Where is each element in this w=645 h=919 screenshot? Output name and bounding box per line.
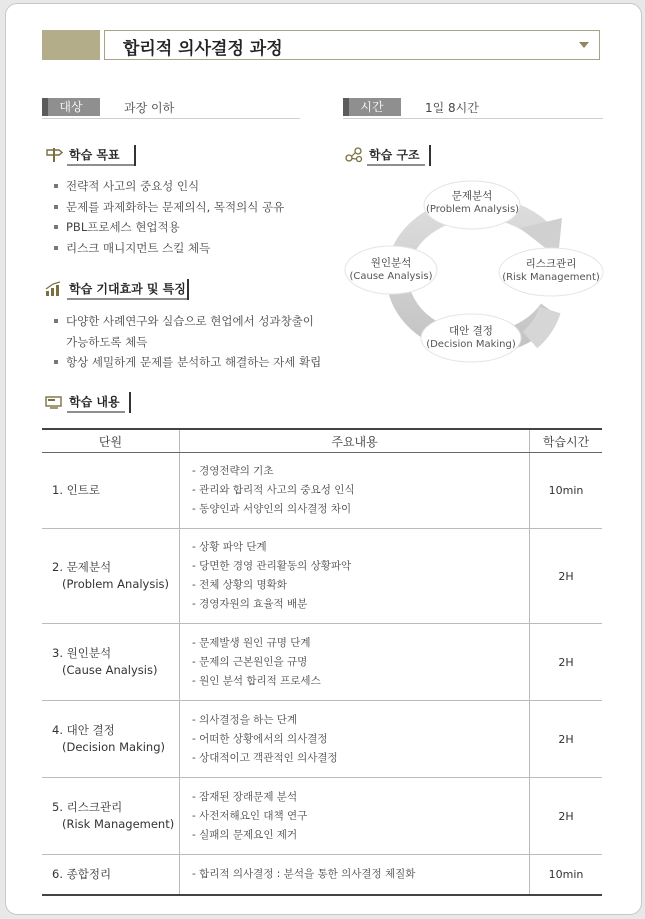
section-goals-header — [45, 145, 140, 167]
section-contents-header — [45, 392, 135, 414]
section-effects-title: 학습 기대효과 및 특징 — [69, 282, 186, 296]
title-bar — [42, 30, 600, 60]
row-unit-subtitle: (Decision Making) — [62, 740, 166, 754]
meta-target — [42, 98, 300, 120]
node-cause-analysis-ko: 원인분석 — [370, 257, 412, 269]
row-content-item: - 문제의 근본원인을 규명 — [192, 655, 308, 668]
row-content-item: - 사전저해요인 대책 연구 — [192, 809, 308, 822]
column-header-content: 주요내용 — [180, 429, 530, 453]
table-row — [42, 624, 602, 701]
contents-table — [42, 428, 602, 896]
table-row — [42, 453, 602, 529]
node-cause-analysis-en: (Cause Analysis) — [349, 271, 433, 282]
row-content — [180, 778, 530, 855]
meta-time — [343, 98, 603, 120]
divider — [67, 411, 125, 413]
divider — [129, 392, 131, 413]
meta-target-value: 과장 이하 — [124, 101, 175, 115]
row-time: 2H — [530, 624, 603, 701]
row-unit — [42, 778, 180, 855]
list-item: 항상 세밀하게 문제를 분석하고 해결하는 자세 확립 — [50, 352, 335, 373]
node-risk-management-en: (Risk Management) — [502, 272, 600, 283]
column-header-time: 학습시간 — [530, 429, 603, 453]
row-content — [180, 701, 530, 778]
row-content-item: - 실패의 문제요인 제거 — [192, 828, 298, 841]
table-header-row — [42, 429, 602, 453]
row-time: 10min — [530, 453, 603, 529]
row-content-item: - 전체 상황의 명확화 — [192, 579, 287, 591]
row-content — [180, 529, 530, 624]
row-content — [180, 453, 530, 529]
list-item: PBL프로세스 현업적용 — [50, 217, 330, 238]
node-decision-making — [423, 324, 519, 352]
row-unit-title: 6. 종합정리 — [52, 866, 112, 881]
row-content-item: - 상대적이고 객관적인 의사결정 — [192, 751, 338, 764]
row-content-item: - 의사결정을 하는 단계 — [192, 713, 298, 726]
row-unit-title: 2. 문제분석 — [52, 560, 112, 574]
row-unit — [42, 624, 180, 701]
list-item-continued-text: 가능하도록 체득 — [66, 334, 148, 349]
row-unit — [42, 855, 180, 895]
table-row — [42, 778, 602, 855]
learning-structure-diagram — [340, 170, 605, 375]
meta-time-label: 시간 — [343, 98, 401, 116]
node-decision-making-ko: 대안 결정 — [449, 325, 493, 337]
divider — [67, 298, 187, 300]
row-content-item: - 관리와 합리적 사고의 중요성 인식 — [192, 484, 355, 496]
title-box — [104, 30, 600, 60]
meta-time-value: 1일 8시간 — [425, 101, 479, 115]
row-content-item: - 문제발생 원인 규명 단계 — [192, 636, 311, 649]
row-content — [180, 624, 530, 701]
divider — [187, 279, 189, 300]
row-content-item: - 어떠한 상황에서의 의사결정 — [192, 732, 328, 745]
list-item: 리스크 매니지먼트 스킬 체득 — [50, 238, 330, 259]
row-unit — [42, 529, 180, 624]
table-row — [42, 701, 602, 778]
row-unit — [42, 701, 180, 778]
node-risk-management — [500, 257, 602, 285]
section-contents-title: 학습 내용 — [69, 395, 120, 409]
row-time: 2H — [530, 529, 603, 624]
signpost-icon — [45, 147, 63, 163]
divider — [343, 118, 603, 119]
chevron-down-icon[interactable] — [579, 42, 589, 48]
divider — [134, 145, 136, 166]
goals-list — [50, 176, 330, 258]
row-content-item: - 경영자원의 효율적 배분 — [192, 598, 308, 610]
node-problem-analysis-ko: 문제분석 — [451, 190, 493, 202]
row-unit-subtitle: (Problem Analysis) — [62, 577, 170, 591]
row-content-item: - 동양인과 서양인의 의사결정 차이 — [192, 503, 352, 515]
row-unit — [42, 453, 180, 529]
column-header-unit: 단원 — [42, 429, 180, 453]
row-content-item: - 합리적 의사결정 : 분석을 통한 의사결정 체질화 — [192, 867, 416, 880]
row-content-item: - 원인 분석 합리적 프로세스 — [192, 674, 321, 687]
section-goals-title: 학습 목표 — [69, 148, 120, 162]
title-accent — [42, 30, 100, 60]
section-effects-header — [45, 279, 195, 301]
meta-target-label: 대상 — [42, 98, 100, 116]
list-item: 전략적 사고의 중요성 인식 — [50, 176, 330, 197]
node-problem-analysis — [426, 189, 518, 217]
row-content-item: - 당면한 경영 관리활동의 상황파악 — [192, 560, 352, 572]
bar-chart-icon — [45, 281, 63, 297]
divider — [42, 118, 300, 119]
row-time: 2H — [530, 778, 603, 855]
list-item: 문제를 과제화하는 문제의식, 목적의식 공유 — [50, 197, 330, 218]
section-structure-title: 학습 구조 — [369, 148, 420, 162]
table-row — [42, 855, 602, 895]
row-unit-title: 3. 원인분석 — [52, 646, 112, 660]
row-content-item: - 경영전략의 기초 — [192, 465, 274, 477]
node-problem-analysis-en: (Problem Analysis) — [426, 204, 520, 215]
row-unit-title: 4. 대안 결정 — [52, 723, 115, 737]
row-unit-title: 1. 인트로 — [52, 483, 100, 497]
node-decision-making-en: (Decision Making) — [426, 339, 516, 350]
section-structure-header — [345, 145, 435, 167]
row-time: 10min — [530, 855, 603, 895]
row-content-item: - 잠재된 장래문제 분석 — [192, 790, 298, 803]
monitor-icon — [45, 394, 63, 410]
divider — [67, 164, 135, 166]
node-risk-management-ko: 리스크관리 — [525, 258, 577, 270]
effects-list — [50, 311, 335, 373]
row-content — [180, 855, 530, 895]
row-unit-title: 5. 리스크관리 — [52, 800, 123, 814]
divider — [429, 145, 431, 166]
network-icon — [345, 147, 363, 163]
row-content-item: - 상황 파악 단계 — [192, 541, 267, 553]
node-cause-analysis — [345, 256, 437, 284]
list-item-continued — [50, 332, 335, 353]
divider — [367, 164, 425, 166]
row-time: 2H — [530, 701, 603, 778]
table-row — [42, 529, 602, 624]
list-item: 다양한 사례연구와 실습으로 현업에서 성과창출이 — [50, 311, 335, 332]
row-unit-subtitle: (Risk Management) — [62, 817, 175, 831]
row-unit-subtitle: (Cause Analysis) — [62, 663, 158, 677]
page-title: 합리적 의사결정 과정 — [123, 39, 283, 59]
